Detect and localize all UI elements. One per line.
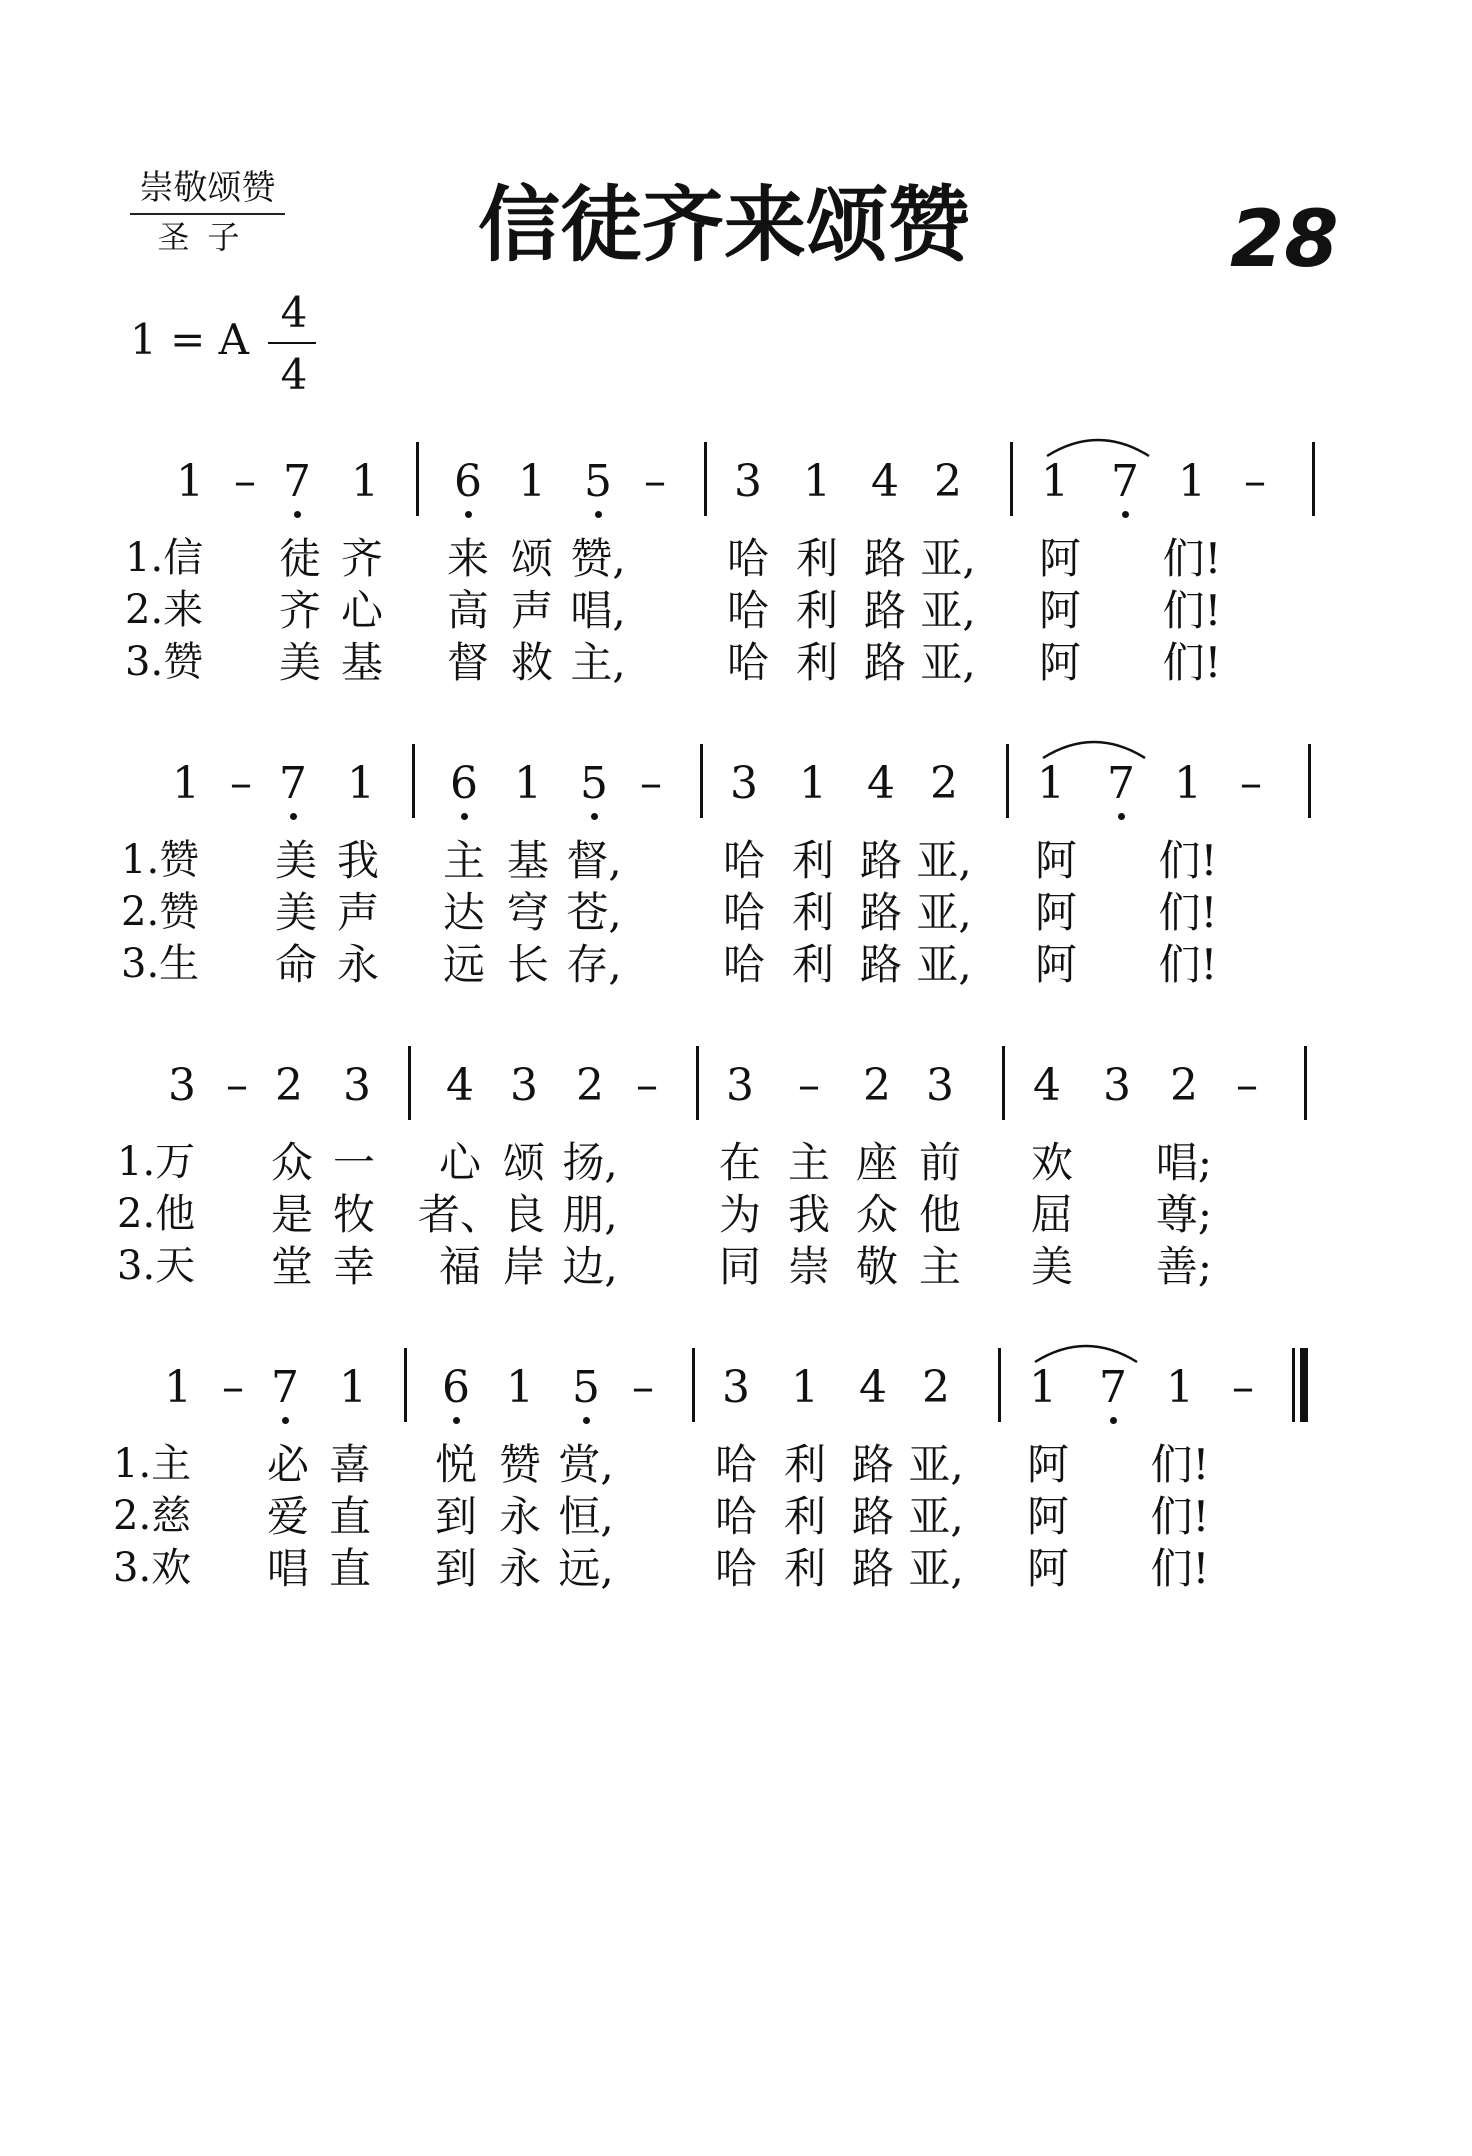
note: 3: [343, 1060, 371, 1111]
lyric-syllable: 利: [795, 534, 839, 583]
slur-mark: [1031, 1336, 1141, 1366]
lyric-syllable: 赞,: [570, 534, 626, 583]
lyric-syllable: 们!: [1150, 1544, 1210, 1593]
bar-line: [700, 744, 703, 818]
lyric-syllable: 远,: [558, 1544, 614, 1593]
lyric-syllable: 阿: [1038, 534, 1082, 583]
note: 7: [271, 1362, 299, 1413]
note: 3: [510, 1060, 538, 1111]
lyric-syllable: 爱: [266, 1492, 310, 1541]
note: 4: [871, 456, 899, 507]
lyric-syllable: 徒: [278, 534, 322, 583]
lyric-syllable: 基: [506, 836, 550, 885]
lyric-syllable: 存,: [566, 940, 622, 989]
bar-line: [1006, 744, 1009, 818]
note: 5: [580, 758, 608, 809]
lyric-syllable: 亚,: [916, 836, 972, 885]
bar-line: [704, 442, 707, 516]
note: 1: [506, 1362, 534, 1413]
lyric-syllable: 颂: [502, 1138, 546, 1187]
note: 2: [934, 456, 962, 507]
note: 1: [514, 758, 542, 809]
lyric-syllable: 亚,: [916, 940, 972, 989]
note: –: [636, 1060, 658, 1111]
bar-line-end: [1312, 442, 1315, 516]
note: –: [1236, 1060, 1258, 1111]
lyric-syllable: 路: [859, 836, 903, 885]
note: 1: [803, 456, 831, 507]
note: –: [226, 1060, 248, 1111]
bar-line: [404, 1348, 407, 1422]
lyric-syllable: 美: [274, 836, 318, 885]
lyric-syllable: 1.主: [113, 1441, 192, 1487]
lyric-syllable: 唱: [266, 1544, 310, 1593]
lyric-syllable: 敬: [855, 1242, 899, 1291]
lyric-syllable: 路: [863, 586, 907, 635]
note: –: [1244, 456, 1266, 507]
note: –: [1240, 758, 1262, 809]
lyric-syllable: 命: [274, 940, 318, 989]
note: 2: [930, 758, 958, 809]
final-bar-thin: [1292, 1348, 1295, 1422]
note: 1: [1041, 456, 1069, 507]
lyric-syllable: 来: [446, 534, 490, 583]
bar-line: [696, 1046, 699, 1120]
bar-line: [416, 442, 419, 516]
hymn-title: 信徒齐来颂赞: [478, 178, 971, 273]
lyric-syllable: 美: [278, 638, 322, 687]
note: 1: [518, 456, 546, 507]
note: 7: [283, 456, 311, 507]
lyric-syllable: 阿: [1026, 1440, 1070, 1489]
lyric-syllable: 高: [446, 586, 490, 635]
note: 1: [172, 758, 200, 809]
lyric-syllable: 阿: [1026, 1492, 1070, 1541]
lyric-syllable: 声: [510, 586, 554, 635]
lyric-syllable: 1.万: [117, 1139, 196, 1185]
lyric-syllable: 利: [791, 888, 835, 937]
lyric-syllable: 路: [859, 888, 903, 937]
note: 2: [275, 1060, 303, 1111]
lyric-syllable: 在: [718, 1138, 762, 1187]
lyric-syllable: 众: [855, 1190, 899, 1239]
note: 1: [1037, 758, 1065, 809]
lyric-syllable: 尊;: [1155, 1190, 1213, 1239]
slur-mark: [1043, 430, 1153, 460]
lyric-syllable: 阿: [1034, 836, 1078, 885]
lyric-syllable: 利: [783, 1544, 827, 1593]
lyric-syllable: 亚,: [920, 534, 976, 583]
note: 4: [867, 758, 895, 809]
lyric-syllable: 福: [438, 1242, 482, 1291]
bar-line-end: [1308, 744, 1311, 818]
note: 3: [168, 1060, 196, 1111]
lyric-syllable: 2.来: [125, 587, 204, 633]
note: 7: [1099, 1362, 1127, 1413]
lyric-syllable: 穹: [506, 888, 550, 937]
lyric-syllable: 喜: [328, 1440, 372, 1489]
note: –: [632, 1362, 654, 1413]
lyric-syllable: 我: [787, 1190, 831, 1239]
lyric-syllable: 边,: [562, 1242, 618, 1291]
time-signature-top: 4: [280, 288, 308, 337]
lyric-syllable: 到: [434, 1492, 478, 1541]
lyric-syllable: 悦: [434, 1440, 478, 1489]
lyric-syllable: 利: [783, 1440, 827, 1489]
subcategory-label: 圣子: [157, 218, 258, 256]
lyric-syllable: 永: [336, 940, 380, 989]
lyric-syllable: 利: [795, 586, 839, 635]
lyric-syllable: 阿: [1038, 638, 1082, 687]
note: 4: [859, 1362, 887, 1413]
lyric-syllable: 堂: [270, 1242, 314, 1291]
lyric-syllable: 必: [266, 1440, 310, 1489]
lyric-syllable: 同: [718, 1242, 762, 1291]
note: 7: [279, 758, 307, 809]
category-label: 崇敬颂赞: [130, 160, 285, 215]
lyric-syllable: 赏,: [558, 1440, 614, 1489]
lyric-syllable: 达: [442, 888, 486, 937]
lyric-syllable: 们!: [1162, 638, 1222, 687]
lyric-syllable: 亚,: [908, 1440, 964, 1489]
lyric-syllable: 路: [851, 1492, 895, 1541]
lyric-syllable: 利: [783, 1492, 827, 1541]
note: 3: [734, 456, 762, 507]
lyric-syllable: 为: [718, 1190, 762, 1239]
lyric-syllable: 哈: [714, 1492, 758, 1541]
lyric-syllable: 前: [918, 1138, 962, 1187]
lyric-syllable: 唱;: [1155, 1138, 1213, 1187]
lyric-syllable: 者、: [417, 1190, 503, 1239]
lyric-syllable: 们!: [1158, 888, 1218, 937]
lyric-syllable: 2.他: [117, 1191, 196, 1237]
lyric-syllable: 主,: [570, 638, 626, 687]
lyric-syllable: 哈: [722, 888, 766, 937]
lyric-syllable: 基: [340, 638, 384, 687]
note: 7: [1107, 758, 1135, 809]
lyric-syllable: 善;: [1155, 1242, 1213, 1291]
lyric-syllable: 良: [502, 1190, 546, 1239]
lyric-syllable: 亚,: [920, 586, 976, 635]
lyric-syllable: 主: [442, 836, 486, 885]
lyric-syllable: 永: [498, 1492, 542, 1541]
note: 1: [1174, 758, 1202, 809]
lyric-syllable: 声: [336, 888, 380, 937]
lyric-syllable: 永: [498, 1544, 542, 1593]
lyric-syllable: 1.信: [125, 535, 204, 581]
bar-line: [998, 1348, 1001, 1422]
lyric-syllable: 一: [332, 1138, 376, 1187]
bar-line: [1002, 1046, 1005, 1120]
lyric-syllable: 哈: [726, 638, 770, 687]
lyric-syllable: 路: [851, 1440, 895, 1489]
lyric-syllable: 苍,: [566, 888, 622, 937]
lyric-syllable: 心: [340, 586, 384, 635]
note: –: [222, 1362, 244, 1413]
lyric-syllable: 主: [787, 1138, 831, 1187]
lyric-syllable: 们!: [1162, 534, 1222, 583]
lyric-syllable: 督: [446, 638, 490, 687]
lyric-syllable: 3.生: [121, 941, 200, 987]
note: –: [640, 758, 662, 809]
lyric-syllable: 远: [442, 940, 486, 989]
lyric-syllable: 亚,: [908, 1492, 964, 1541]
bar-line: [412, 744, 415, 818]
lyric-syllable: 哈: [722, 836, 766, 885]
note: 1: [1166, 1362, 1194, 1413]
note: 1: [1178, 456, 1206, 507]
lyric-syllable: 众: [270, 1138, 314, 1187]
lyric-syllable: 路: [863, 534, 907, 583]
lyric-syllable: 3.欢: [113, 1545, 192, 1591]
lyric-syllable: 岸: [502, 1242, 546, 1291]
lyric-syllable: 路: [851, 1544, 895, 1593]
hymn-number: 28: [1230, 195, 1339, 285]
lyric-syllable: 利: [795, 638, 839, 687]
lyric-syllable: 心: [438, 1138, 482, 1187]
lyric-syllable: 牧: [332, 1190, 376, 1239]
lyric-syllable: 们!: [1158, 940, 1218, 989]
lyric-syllable: 幸: [332, 1242, 376, 1291]
lyric-syllable: 哈: [726, 586, 770, 635]
lyric-syllable: 路: [859, 940, 903, 989]
note: 6: [450, 758, 478, 809]
note: 2: [1170, 1060, 1198, 1111]
note: 1: [791, 1362, 819, 1413]
lyric-syllable: 他: [918, 1190, 962, 1239]
note: 1: [347, 758, 375, 809]
note: –: [798, 1060, 820, 1111]
note: 1: [176, 456, 204, 507]
lyric-syllable: 直: [328, 1544, 372, 1593]
lyric-syllable: 2.赞: [121, 889, 200, 935]
bar-line-end: [1304, 1046, 1307, 1120]
note: –: [644, 456, 666, 507]
note: 2: [922, 1362, 950, 1413]
lyric-syllable: 2.慈: [113, 1493, 192, 1539]
lyric-syllable: 哈: [714, 1544, 758, 1593]
lyric-syllable: 哈: [726, 534, 770, 583]
bar-line: [692, 1348, 695, 1422]
bar-line: [1010, 442, 1013, 516]
lyric-syllable: 利: [791, 940, 835, 989]
lyric-syllable: 阿: [1034, 888, 1078, 937]
lyric-syllable: 们!: [1158, 836, 1218, 885]
lyric-syllable: 亚,: [908, 1544, 964, 1593]
lyric-syllable: 利: [791, 836, 835, 885]
lyric-syllable: 美: [274, 888, 318, 937]
note: 4: [1033, 1060, 1061, 1111]
lyric-syllable: 救: [510, 638, 554, 687]
lyric-syllable: 是: [270, 1190, 314, 1239]
note: –: [230, 758, 252, 809]
note: 3: [722, 1362, 750, 1413]
lyric-syllable: 阿: [1026, 1544, 1070, 1593]
lyric-syllable: 崇: [787, 1242, 831, 1291]
lyric-syllable: 扬,: [562, 1138, 618, 1187]
lyric-syllable: 路: [863, 638, 907, 687]
note: 3: [1103, 1060, 1131, 1111]
lyric-syllable: 齐: [278, 586, 322, 635]
lyric-syllable: 屈: [1030, 1190, 1074, 1239]
lyric-syllable: 直: [328, 1492, 372, 1541]
lyric-syllable: 哈: [722, 940, 766, 989]
lyric-syllable: 到: [434, 1544, 478, 1593]
lyric-syllable: 督,: [566, 836, 622, 885]
note: 6: [454, 456, 482, 507]
lyric-syllable: 哈: [714, 1440, 758, 1489]
bar-line: [408, 1046, 411, 1120]
lyric-syllable: 恒,: [558, 1492, 614, 1541]
note: 7: [1111, 456, 1139, 507]
note: 3: [730, 758, 758, 809]
lyric-syllable: 颂: [510, 534, 554, 583]
slur-mark: [1039, 732, 1149, 762]
lyric-syllable: 朋,: [562, 1190, 618, 1239]
note: 6: [442, 1362, 470, 1413]
note: 1: [164, 1362, 192, 1413]
time-signature-line: [268, 342, 316, 344]
note: 4: [446, 1060, 474, 1111]
lyric-syllable: 们!: [1150, 1440, 1210, 1489]
note: 1: [799, 758, 827, 809]
note: 3: [926, 1060, 954, 1111]
note: 5: [584, 456, 612, 507]
note: 1: [339, 1362, 367, 1413]
note: 1: [1029, 1362, 1057, 1413]
lyric-syllable: 座: [855, 1138, 899, 1187]
note: 1: [351, 456, 379, 507]
lyric-syllable: 3.赞: [125, 639, 204, 685]
note: –: [234, 456, 256, 507]
lyric-syllable: 长: [506, 940, 550, 989]
lyric-syllable: 美: [1030, 1242, 1074, 1291]
note: 2: [576, 1060, 604, 1111]
lyric-syllable: 欢: [1030, 1138, 1074, 1187]
lyric-syllable: 唱,: [570, 586, 626, 635]
lyric-syllable: 亚,: [920, 638, 976, 687]
lyric-syllable: 们!: [1150, 1492, 1210, 1541]
lyric-syllable: 1.赞: [121, 837, 200, 883]
lyric-syllable: 亚,: [916, 888, 972, 937]
lyric-syllable: 我: [336, 836, 380, 885]
key-signature: 1 = A: [130, 315, 249, 364]
lyric-syllable: 齐: [340, 534, 384, 583]
lyric-syllable: 阿: [1038, 586, 1082, 635]
note: 3: [726, 1060, 754, 1111]
time-signature-bottom: 4: [280, 350, 308, 399]
note: –: [1232, 1362, 1254, 1413]
lyric-syllable: 主: [918, 1242, 962, 1291]
note: 5: [572, 1362, 600, 1413]
lyric-syllable: 3.天: [117, 1243, 196, 1289]
lyric-syllable: 阿: [1034, 940, 1078, 989]
lyric-syllable: 们!: [1162, 586, 1222, 635]
final-bar-thick: [1300, 1348, 1308, 1422]
lyric-syllable: 赞: [498, 1440, 542, 1489]
note: 2: [863, 1060, 891, 1111]
